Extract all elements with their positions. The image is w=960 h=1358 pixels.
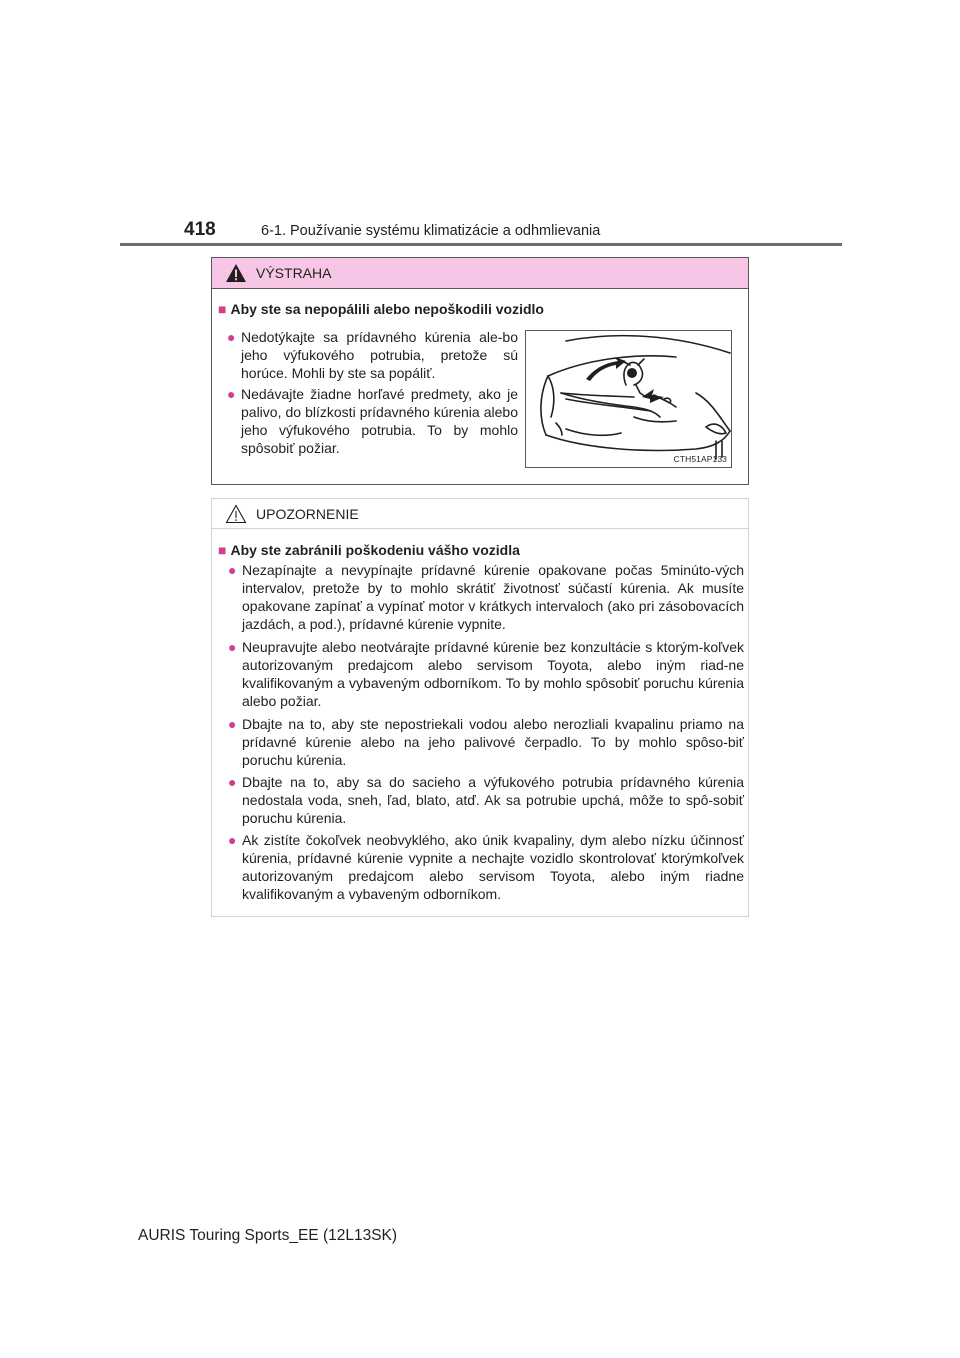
- page-number: 418: [184, 219, 216, 240]
- notice-bullet: [228, 638, 744, 710]
- warning-bullet-text: Nedotýkajte sa prídavného kúrenia ale-bo jeho výfukového potrubia, pretože sú horúce. Mohli by ste sa popáliť.: [241, 329, 518, 381]
- notice-bullet: [228, 831, 744, 903]
- circle-bullet-icon: ●: [228, 832, 237, 848]
- notice-label: UPOZORNENIE: [256, 506, 359, 522]
- warning-heading: [218, 301, 544, 317]
- notice-heading-text: Aby ste zabránili poškodeniu vášho vozidla: [230, 542, 520, 558]
- square-bullet-icon: ■: [218, 301, 227, 317]
- notice-header: [212, 499, 748, 529]
- circle-bullet-icon: ●: [228, 716, 237, 732]
- circle-bullet-icon: ●: [227, 329, 236, 345]
- notice-bullet-text: Dbajte na to, aby sa do sacieho a výfukového potrubia prídavného kúrenia nedostala voda, sneh, ľad, blato, atď. Ak sa potrubie upchá, môže to spô-sobiť poruchu kúrenia.: [242, 774, 744, 826]
- warning-label: VÝSTRAHA: [256, 265, 332, 281]
- notice-bullet-text: Nezapínajte a nevypínajte prídavné kúrenie opakovane počas 5minúto-vých intervalov, pretože by to mohlo skrátiť životnosť súčastí kúrenia. Ak musíte opakovane zapínať a vypínať motor v krátkych intervaloch (ako pri zásobovacích jazdách, a pod.), prídavné kúrenie vypnite.: [242, 562, 744, 632]
- warning-bullet: [227, 328, 518, 382]
- notice-bullet: [228, 561, 744, 633]
- notice-bullet-text: Dbajte na to, aby ste nepostriekali vodou alebo nerozliali kvapalinu priamo na prídavné kúrenie alebo na jeho palivové čerpadlo. To by mohlo spôso-biť poruchu kúrenia.: [242, 716, 744, 768]
- footer-model: AURIS Touring Sports_EE (12L13SK): [138, 1227, 398, 1244]
- warning-bullet-text: Nedávajte žiadne horľavé predmety, ako je palivo, do blízkosti prídavného kúrenia alebo jeho výfukového potrubia. To by mohlo spôsobiť požiar.: [241, 386, 518, 456]
- circle-bullet-icon: ●: [228, 562, 237, 578]
- notice-bullet-text: Ak zistíte čokoľvek neobvyklého, ako únik kvapaliny, dym alebo nízku účinnosť kúrenia, prídavné kúrenie vypnite a nechajte vozidlo skontrolovať ktorýmkoľvek autorizovaným predajcom alebo servisom Toyota, alebo iným riadne kvalifikovaným a vybaveným odborníkom.: [242, 832, 744, 902]
- circle-bullet-icon: ●: [228, 774, 237, 790]
- warning-header: [212, 258, 748, 289]
- warning-bullet: [227, 385, 518, 457]
- circle-bullet-icon: ●: [227, 386, 236, 402]
- notice-bullet: [228, 773, 744, 827]
- notice-bullet: [228, 715, 744, 769]
- warning-heading-text: Aby ste sa nepopálili alebo nepoškodili vozidlo: [230, 301, 544, 317]
- figure-code: CTH51AP133: [673, 454, 727, 464]
- warning-box: [211, 257, 749, 485]
- caution-triangle-icon: [225, 504, 247, 524]
- notice-heading: [218, 542, 520, 558]
- notice-box: [211, 498, 749, 917]
- warning-triangle-icon: [225, 263, 247, 283]
- notice-bullet-text: Neupravujte alebo neotvárajte prídavné kúrenie bez konzultácie s ktorým-koľvek autorizovaným predajcom alebo servisom Toyota, alebo iným riad-ne kvalifikovaným a vybaveným odborníkom. To by mohlo spôsobiť poruchu kúrenia alebo požiar.: [242, 639, 744, 709]
- car-heater-illustration: [525, 330, 732, 468]
- section-title: 6-1. Používanie systému klimatizácie a odhmlievania: [261, 223, 601, 239]
- header-divider: [120, 243, 842, 246]
- circle-bullet-icon: ●: [228, 639, 237, 655]
- square-bullet-icon: ■: [218, 542, 227, 558]
- car-front-drawing: [526, 331, 731, 467]
